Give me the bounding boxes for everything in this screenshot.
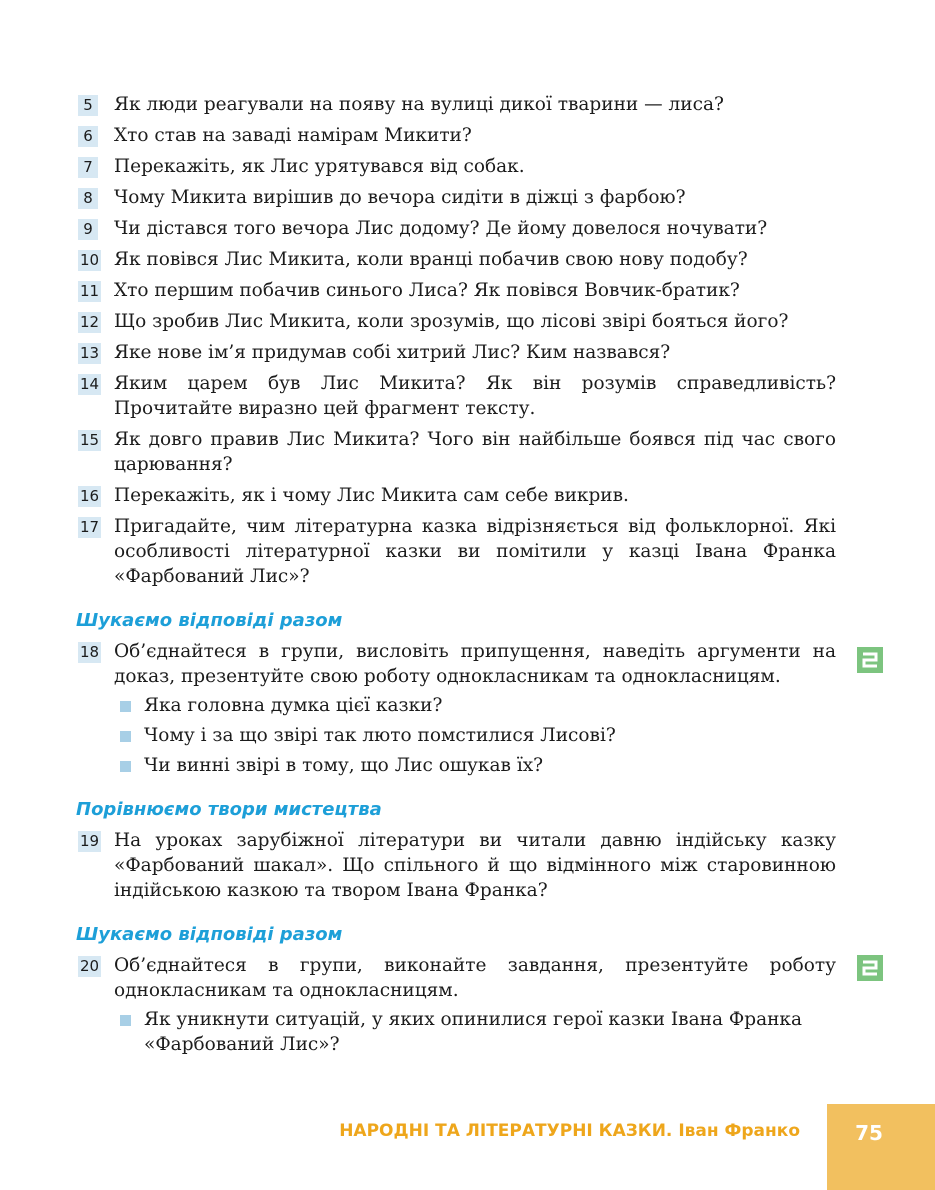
bullet-item: Чи винні звірі в тому, що Лис ошукав їх? [114,753,836,778]
question-number: 15 [80,431,100,449]
question-text: Пригадайте, чим літературна казка відрізняється від фольклорної. Які особливості літературної казки ви помітили у казці Івана Франка «Фарбований Лис»? [114,516,836,587]
question-text: Чи дістався того вечора Лис додому? Де йому довелося ночувати? [114,218,768,239]
bullet-square-icon [120,761,131,772]
question-number: 12 [80,313,100,331]
question-number: 11 [80,282,100,300]
question-number: 10 [80,251,100,269]
question-number: 13 [80,344,100,362]
bullet-item: Яка головна думка цієї казки? [114,693,836,718]
section-heading: Шукаємо відповіді разом [76,924,343,945]
question-number: 16 [80,487,100,505]
question-text: На уроках зарубіжної літератури ви читали давню індійську казку «Фарбований шакал». Що спільного й що відмінного між старовинною індійською казкою та твором Івана Франка? [114,830,836,901]
question-item [76,278,836,303]
bullet-square-icon [120,1015,131,1026]
running-footer [339,1120,800,1142]
question-item [76,154,836,179]
question-item [76,427,836,477]
footer-title: НАРОДНІ ТА ЛІТЕРАТУРНІ КАЗКИ. [339,1121,673,1141]
question-number: 20 [80,957,100,975]
question-number: 19 [80,832,100,850]
page-number-box [827,1104,935,1190]
question-item [76,828,836,903]
question-text: Як довго правив Лис Микита? Чого він найбільше боявся під час свого царювання? [114,429,836,475]
bullet-list [114,693,836,778]
question-text: Перекажіть, як і чому Лис Микита сам себе викрив. [114,485,629,506]
question-item [76,483,836,508]
bullet-item: Чому і за що звірі так люто помстилися Лисові? [114,723,836,748]
question-number: 14 [80,375,100,393]
question-item [76,247,836,272]
bullet-item: Як уникнути ситуацій, у яких опинилися герої казки Івана Франка «Фарбований Лис»? [114,1007,836,1057]
question-list [76,92,836,589]
page-content [76,92,836,1063]
page-number: 75 [855,1121,883,1145]
question-number: 17 [80,518,100,536]
question-number: 7 [78,157,98,178]
question-item [76,216,836,241]
footer-author: Іван Франко [678,1121,800,1141]
question-text: Хто став на заваді намірам Микити? [114,125,472,146]
bullet-list [114,1007,836,1057]
question-text: Об’єднайтеся в групи, висловіть припущення, наведіть аргументи на доказ, презентуйте свою роботу однокласникам та однокласницям. [114,641,836,687]
bullet-square-icon [120,701,131,712]
question-number: 9 [78,219,98,240]
question-text: Як повівся Лис Микита, коли вранці побачив свою нову подобу? [114,249,748,270]
question-item [76,514,836,589]
question-text: Хто першим побачив синього Лиса? Як повівся Вовчик-братик? [114,280,740,301]
group-work-icon [856,646,884,674]
section-heading: Шукаємо відповіді разом [76,610,343,631]
question-item [76,309,836,334]
question-text: Як люди реагували на появу на вулиці дикої тварини — лиса? [114,94,724,115]
question-text: Чому Микита вирішив до вечора сидіти в діжці з фарбою? [114,187,686,208]
question-text: Перекажіть, як Лис урятувався від собак. [114,156,525,177]
question-number: 5 [78,95,98,116]
question-text: Яке нове ім’я придумав собі хитрий Лис? Ким назвався? [114,342,671,363]
question-item [76,123,836,148]
question-number: 18 [80,643,100,661]
section-heading: Порівнюємо твори мистецтва [76,799,382,820]
question-text: Яким царем був Лис Микита? Як він розумів справедливість? Прочитайте виразно цей фрагмент тексту. [114,373,836,419]
question-text: Об’єднайтеся в групи, виконайте завдання, презентуйте роботу однокласникам та однокласницям. [114,955,836,1001]
question-number: 6 [78,126,98,147]
question-text: Що зробив Лис Микита, коли зрозумів, що лісові звірі бояться його? [114,311,789,332]
question-item [76,639,836,778]
question-item [76,340,836,365]
question-number: 8 [78,188,98,209]
question-item [76,185,836,210]
question-item [76,371,836,421]
question-item [76,92,836,117]
group-work-icon [856,954,884,982]
bullet-square-icon [120,731,131,742]
question-item [76,953,836,1057]
